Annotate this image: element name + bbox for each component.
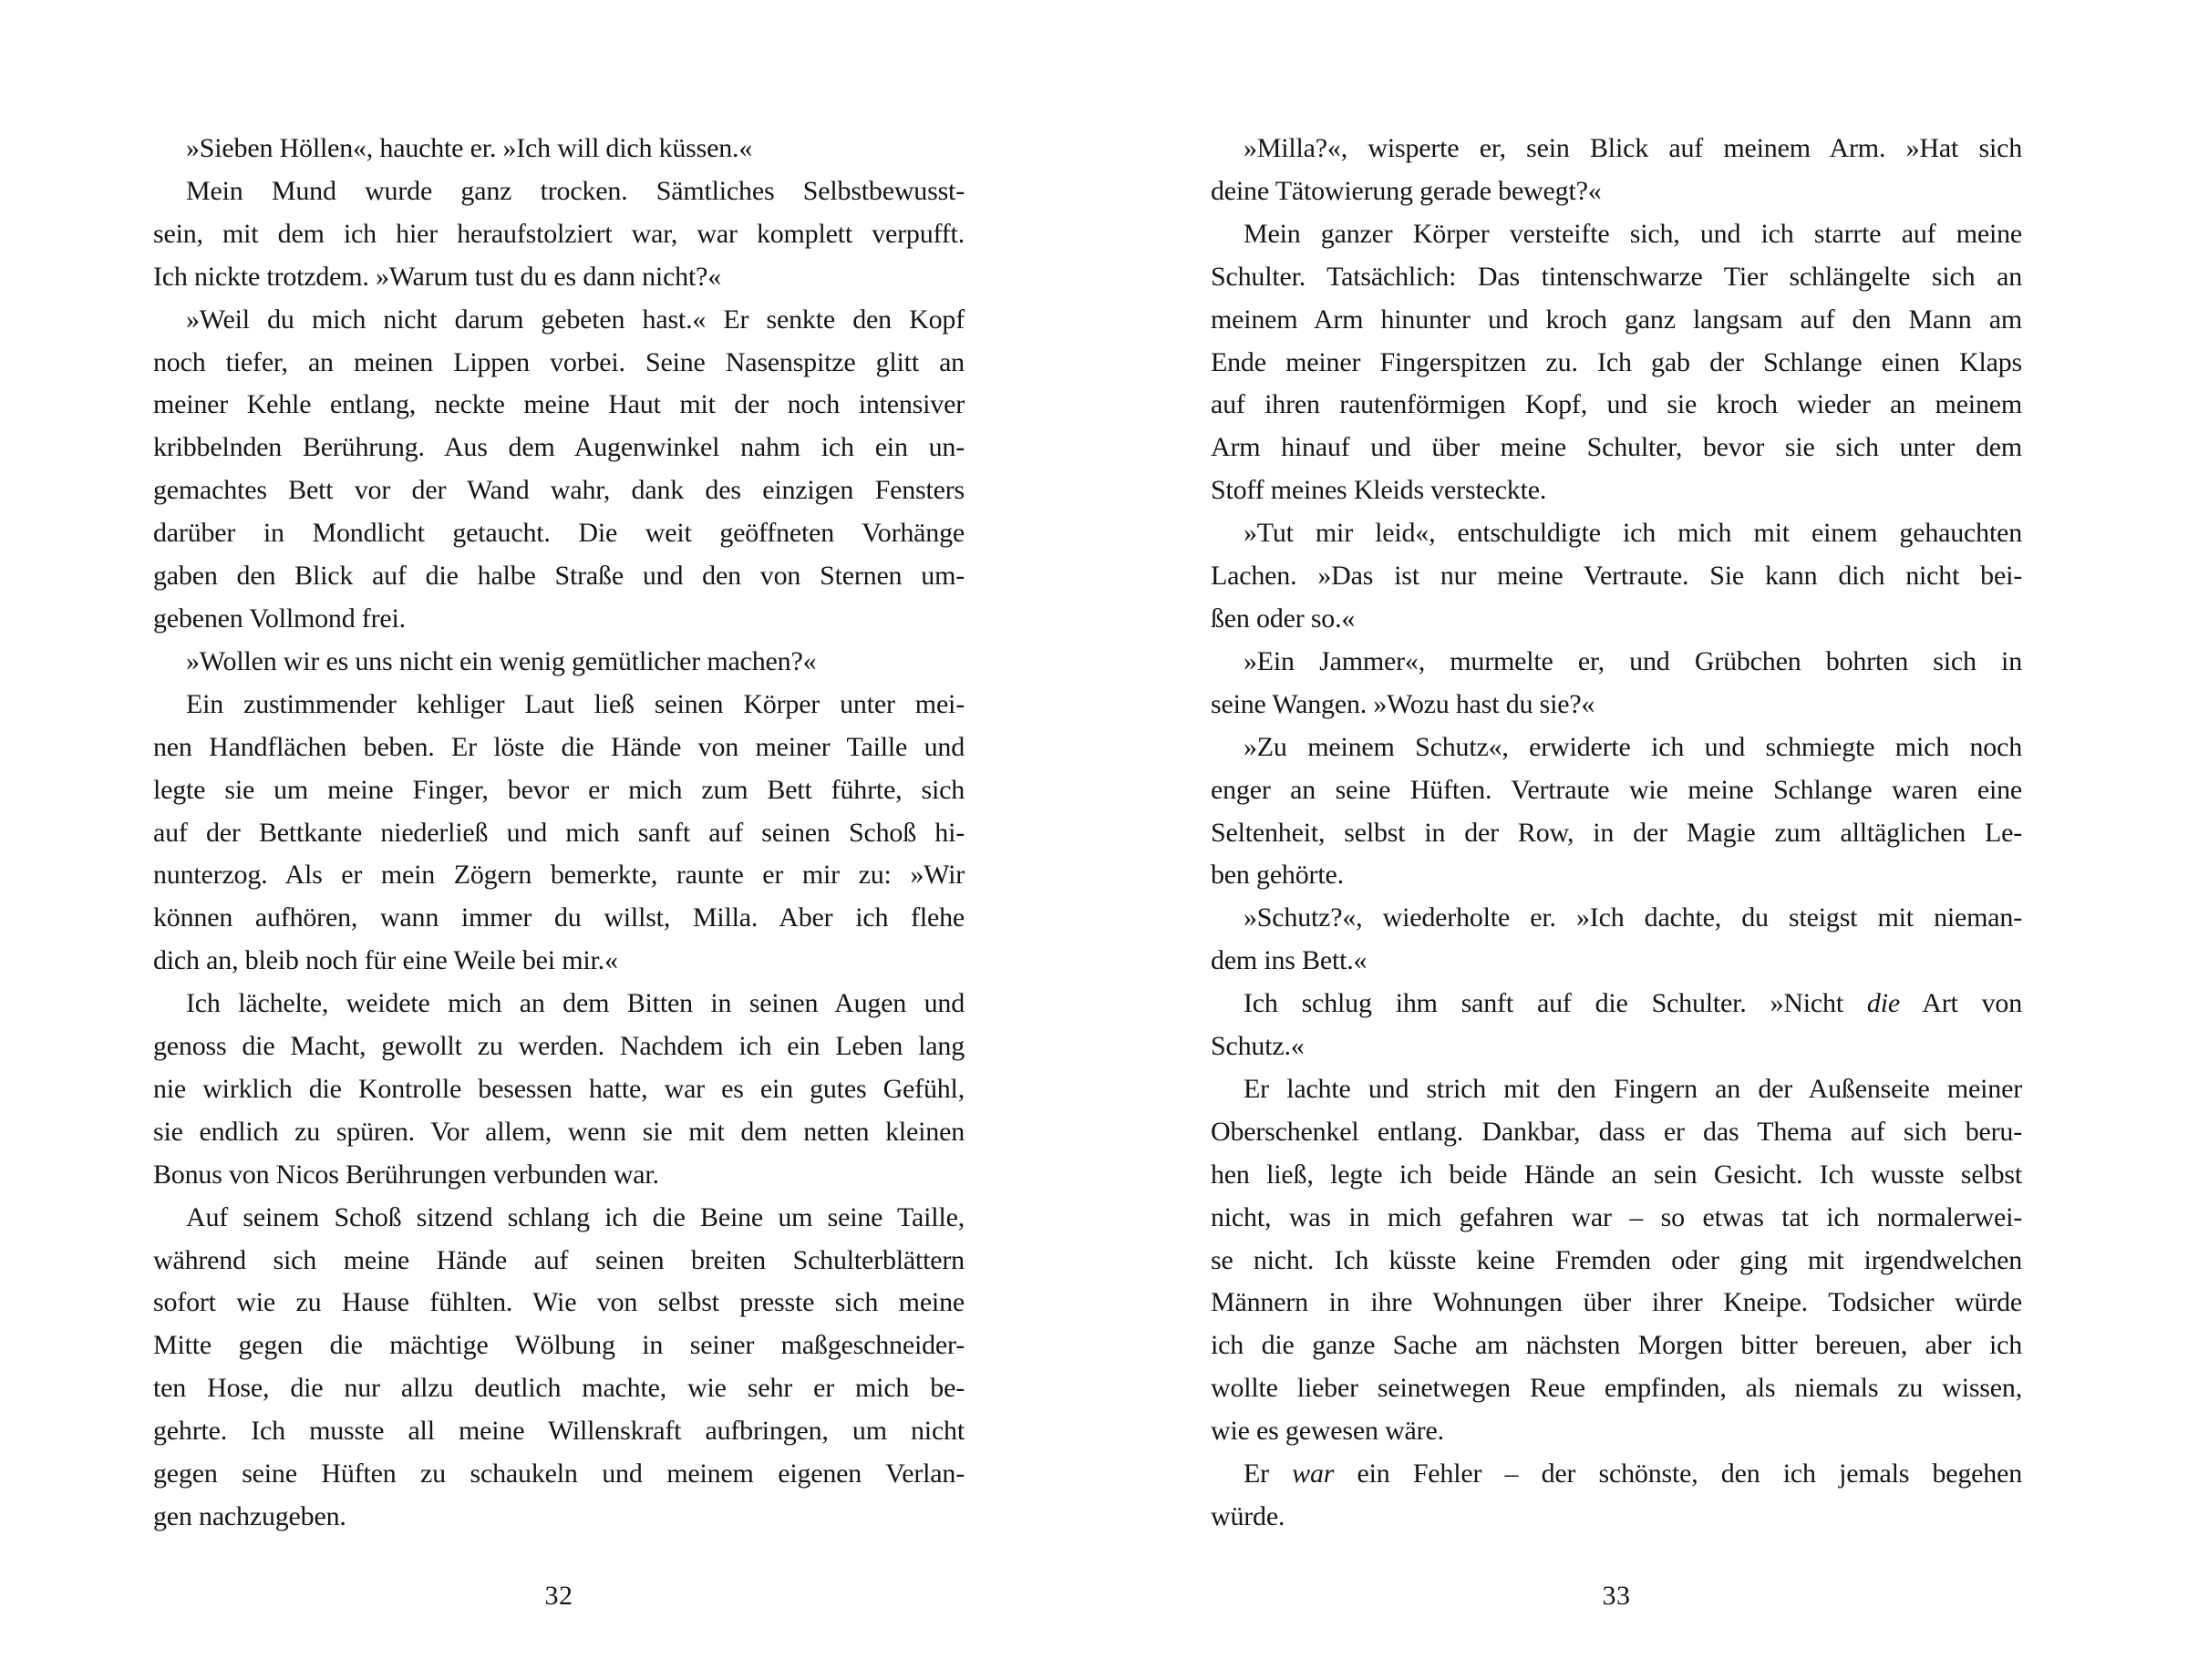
- text-line: »Weil du mich nicht darum gebeten hast.« Er senkte den Kopf: [186, 304, 965, 335]
- text-line: Oberschenkel entlang. Dankbar, dass er das Thema auf sich beru-: [1211, 1116, 2022, 1147]
- text-line: genoss die Macht, gewollt zu werden. Nachdem ich ein Leben lang: [153, 1031, 965, 1062]
- text-line: »Zu meinem Schutz«, erwiderte ich und schmiegte mich noch: [1244, 731, 2022, 762]
- text-line: »Wollen wir es uns nicht ein wenig gemütlicher machen?«: [186, 645, 817, 676]
- text-line: gaben den Blick auf die halbe Straße und den von Sternen um-: [153, 561, 965, 592]
- text-line: Arm hinauf und über meine Schulter, bevor sie sich unter dem: [1211, 432, 2022, 463]
- text-line: Er lachte und strich mit den Fingern an der Außenseite meiner: [1244, 1073, 2022, 1104]
- text-line: dem ins Bett.«: [1211, 945, 1368, 976]
- page-number-left: 32: [544, 1581, 573, 1611]
- text-line: Ende meiner Fingerspitzen zu. Ich gab der Schlange einen Klaps: [1211, 346, 2022, 377]
- text-line: Er war ein Fehler – der schönste, den ich jemals begehen: [1244, 1458, 2022, 1489]
- text-line: können aufhören, wann immer du willst, Milla. Aber ich flehe: [153, 902, 965, 933]
- text-line: gebenen Vollmond frei.: [153, 603, 406, 634]
- text-line: Mitte gegen die mächtige Wölbung in seiner maßgeschneider-: [153, 1330, 965, 1361]
- text-line: »Tut mir leid«, entschuldigte ich mich mit einem gehauchten: [1244, 518, 2022, 549]
- italic-word: war: [1292, 1458, 1335, 1489]
- text-line: während sich meine Hände auf seinen breiten Schulterblättern: [153, 1244, 965, 1275]
- text-line: Schulter. Tatsächlich: Das tintenschwarze Tier schlängelte sich an: [1211, 261, 2022, 292]
- text-line: Seltenheit, selbst in der Row, in der Magie zum alltäglichen Le-: [1211, 817, 2022, 848]
- text-line: Lachen. »Das ist nur meine Vertraute. Sie kann dich nicht bei-: [1211, 561, 2022, 592]
- text-line: dich an, bleib noch für eine Weile bei mir.«: [153, 945, 618, 976]
- text-line: würde.: [1211, 1501, 1285, 1531]
- text-line: nunterzog. Als er mein Zögern bemerkte, raunte er mir zu: »Wir: [153, 860, 965, 891]
- text-line: ßen oder so.«: [1211, 603, 1356, 634]
- text-line: wie es gewesen wäre.: [1211, 1416, 1444, 1447]
- text-line: meiner Kehle entlang, neckte meine Haut mit der noch intensiver: [153, 389, 965, 420]
- text-line: nicht, was in mich gefahren war – so etwas tat ich normalerwei-: [1211, 1201, 2022, 1232]
- text-line: Mein Mund wurde ganz trocken. Sämtliches Selbstbewusst-: [186, 175, 965, 206]
- text-line: legte sie um meine Finger, bevor er mich zum Bett führte, sich: [153, 774, 965, 805]
- text-line: nie wirklich die Kontrolle besessen hatte, war es ein gutes Gefühl,: [153, 1073, 965, 1104]
- text-line: Ich schlug ihm sanft auf die Schulter. »Nicht die Art von: [1244, 988, 2022, 1019]
- text-line: Auf seinem Schoß sitzend schlang ich die Beine um seine Taille,: [186, 1201, 965, 1232]
- text-line: Bonus von Nicos Berührungen verbunden war.: [153, 1159, 659, 1190]
- text-line: Ich lächelte, weidete mich an dem Bitten in seinen Augen und: [186, 988, 965, 1019]
- italic-word: die: [1866, 988, 1900, 1019]
- text-line: »Sieben Höllen«, hauchte er. »Ich will dich küssen.«: [186, 133, 753, 163]
- text-line: gegen seine Hüften zu schaukeln und meinem eigenen Verlan-: [153, 1458, 965, 1489]
- text-line: Mein ganzer Körper versteifte sich, und ich starrte auf meine: [1244, 218, 2022, 249]
- text-line: Schutz.«: [1211, 1031, 1305, 1062]
- text-line: ten Hose, die nur allzu deutlich machte, wie sehr er mich be-: [153, 1373, 965, 1404]
- text-line: »Schutz?«, wiederholte er. »Ich dachte, du steigst mit nieman-: [1244, 902, 2022, 933]
- text-line: gen nachzugeben.: [153, 1501, 346, 1531]
- text-line: se nicht. Ich küsste keine Fremden oder ging mit irgendwelchen: [1211, 1244, 2022, 1275]
- text-line: meinem Arm hinunter und kroch ganz langsam auf den Mann am: [1211, 304, 2022, 335]
- text-line: deine Tätowierung gerade bewegt?«: [1211, 175, 1602, 206]
- book-page-left: [153, 128, 965, 1539]
- text-line: kribbelnden Berührung. Aus dem Augenwinkel nahm ich ein un-: [153, 432, 965, 463]
- book-page-right: [1211, 128, 2022, 1539]
- text-line: gehrte. Ich musste all meine Willenskraft aufbringen, um nicht: [153, 1416, 965, 1447]
- page-number-right: 33: [1602, 1581, 1631, 1611]
- text-line: darüber in Mondlicht getaucht. Die weit geöffneten Vorhänge: [153, 518, 965, 549]
- text-line: seine Wangen. »Wozu hast du sie?«: [1211, 688, 1595, 719]
- text-line: Ich nickte trotzdem. »Warum tust du es dann nicht?«: [153, 261, 722, 292]
- text-line: sofort wie zu Hause fühlten. Wie von selbst presste sich meine: [153, 1287, 965, 1318]
- text-line: wollte lieber seinetwegen Reue empfinden, als niemals zu wissen,: [1211, 1373, 2022, 1404]
- text-line: gemachtes Bett vor der Wand wahr, dank des einzigen Fensters: [153, 475, 965, 506]
- text-line: ben gehörte.: [1211, 860, 1344, 891]
- text-line: »Ein Jammer«, murmelte er, und Grübchen bohrten sich in: [1244, 645, 2022, 676]
- text-line: enger an seine Hüften. Vertraute wie meine Schlange waren eine: [1211, 774, 2022, 805]
- text-line: Stoff meines Kleids versteckte.: [1211, 475, 1547, 506]
- text-line: hen ließ, legte ich beide Hände an sein Gesicht. Ich wusste selbst: [1211, 1159, 2022, 1190]
- text-line: Ein zustimmender kehliger Laut ließ seinen Körper unter mei-: [186, 688, 965, 719]
- text-line: sie endlich zu spüren. Vor allem, wenn sie mit dem netten kleinen: [153, 1116, 965, 1147]
- text-line: auf der Bettkante niederließ und mich sanft auf seinen Schoß hi-: [153, 817, 965, 848]
- text-line: nen Handflächen beben. Er löste die Hände von meiner Taille und: [153, 731, 965, 762]
- text-line: auf ihren rautenförmigen Kopf, und sie kroch wieder an meinem: [1211, 389, 2022, 420]
- text-line: Männern in ihre Wohnungen über ihrer Kneipe. Todsicher würde: [1211, 1287, 2022, 1318]
- text-line: noch tiefer, an meinen Lippen vorbei. Seine Nasenspitze glitt an: [153, 346, 965, 377]
- text-line: ich die ganze Sache am nächsten Morgen bitter bereuen, aber ich: [1211, 1330, 2022, 1361]
- text-line: sein, mit dem ich hier heraufstolziert war, war komplett verpufft.: [153, 218, 965, 249]
- text-line: »Milla?«, wisperte er, sein Blick auf meinem Arm. »Hat sich: [1244, 133, 2022, 163]
